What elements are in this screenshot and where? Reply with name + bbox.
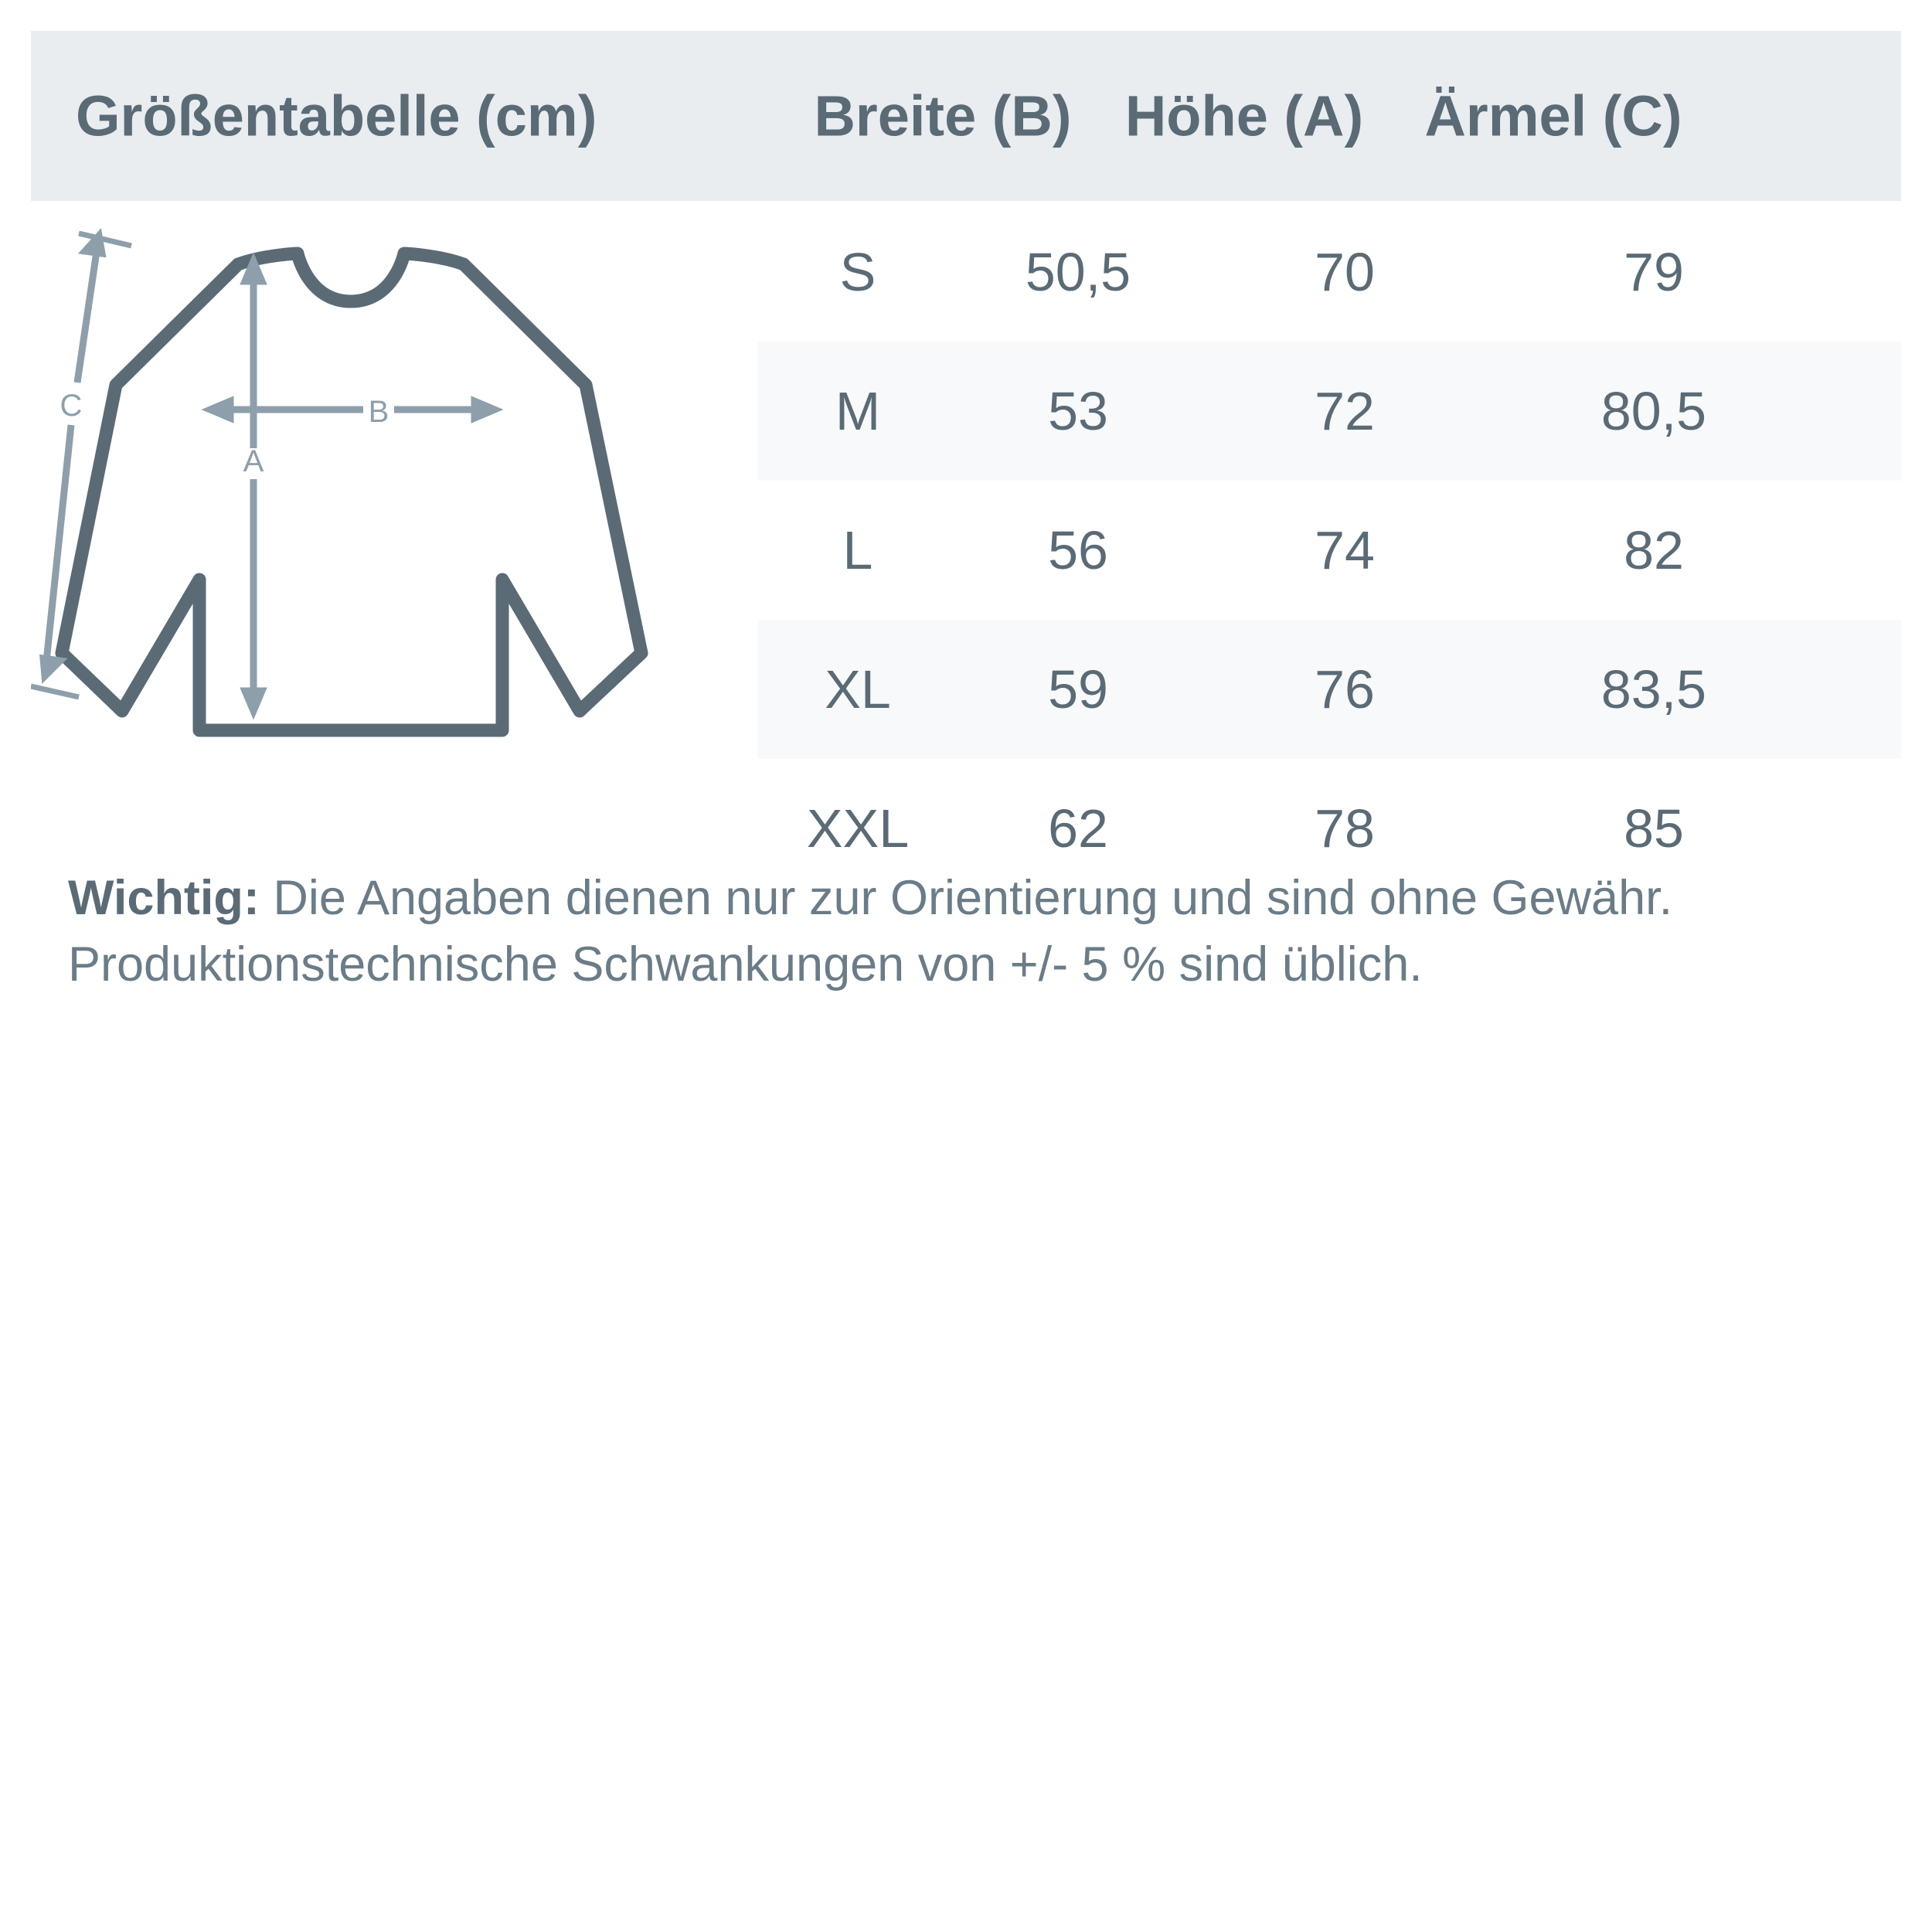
cell-size: XL — [825, 659, 891, 719]
label-c: C — [60, 389, 83, 423]
column-header-sleeve: Ärmel (C) — [1424, 83, 1682, 148]
cell-sleeve: 82 — [1624, 520, 1684, 580]
cell-height: 72 — [1315, 381, 1375, 441]
table-row — [757, 342, 1901, 481]
cell-width: 62 — [1048, 798, 1108, 859]
disclaimer-note — [68, 866, 1869, 998]
cell-width: 53 — [1048, 381, 1108, 441]
column-header-height: Höhe (A) — [1124, 83, 1364, 148]
cell-size: L — [842, 520, 873, 580]
cell-width: 50,5 — [1025, 242, 1131, 302]
table-row — [757, 620, 1901, 759]
header-columns — [788, 83, 1893, 149]
label-b: B — [368, 395, 389, 429]
sweatshirt-illustration — [31, 216, 773, 835]
cell-height: 70 — [1315, 242, 1375, 302]
disclaimer-label: Wichtig: — [68, 871, 260, 925]
table-header-band — [31, 31, 1901, 201]
size-table — [757, 202, 1901, 898]
cell-height: 76 — [1315, 659, 1375, 719]
cell-sleeve: 80,5 — [1600, 381, 1707, 441]
cell-width: 56 — [1048, 520, 1108, 580]
table-row — [757, 481, 1901, 620]
cell-size: XXL — [806, 798, 910, 859]
cell-height: 74 — [1315, 520, 1375, 580]
cell-size: S — [839, 242, 876, 302]
cell-size: M — [835, 381, 881, 441]
cell-sleeve: 79 — [1624, 242, 1684, 302]
label-a: A — [243, 444, 264, 478]
page-title: Größentabelle (cm) — [76, 83, 597, 148]
cell-height: 78 — [1315, 798, 1375, 859]
cell-sleeve: 83,5 — [1600, 659, 1707, 719]
cell-width: 59 — [1048, 659, 1108, 719]
column-header-width: Breite (B) — [814, 83, 1072, 148]
table-row — [757, 202, 1901, 342]
disclaimer-text: Die Angaben dienen nur zur Orientierung und sind ohne Gewähr. Produktionstechnische Schwankungen von +/- 5 % sind üblich. — [68, 871, 1673, 992]
cell-sleeve: 85 — [1624, 798, 1684, 859]
